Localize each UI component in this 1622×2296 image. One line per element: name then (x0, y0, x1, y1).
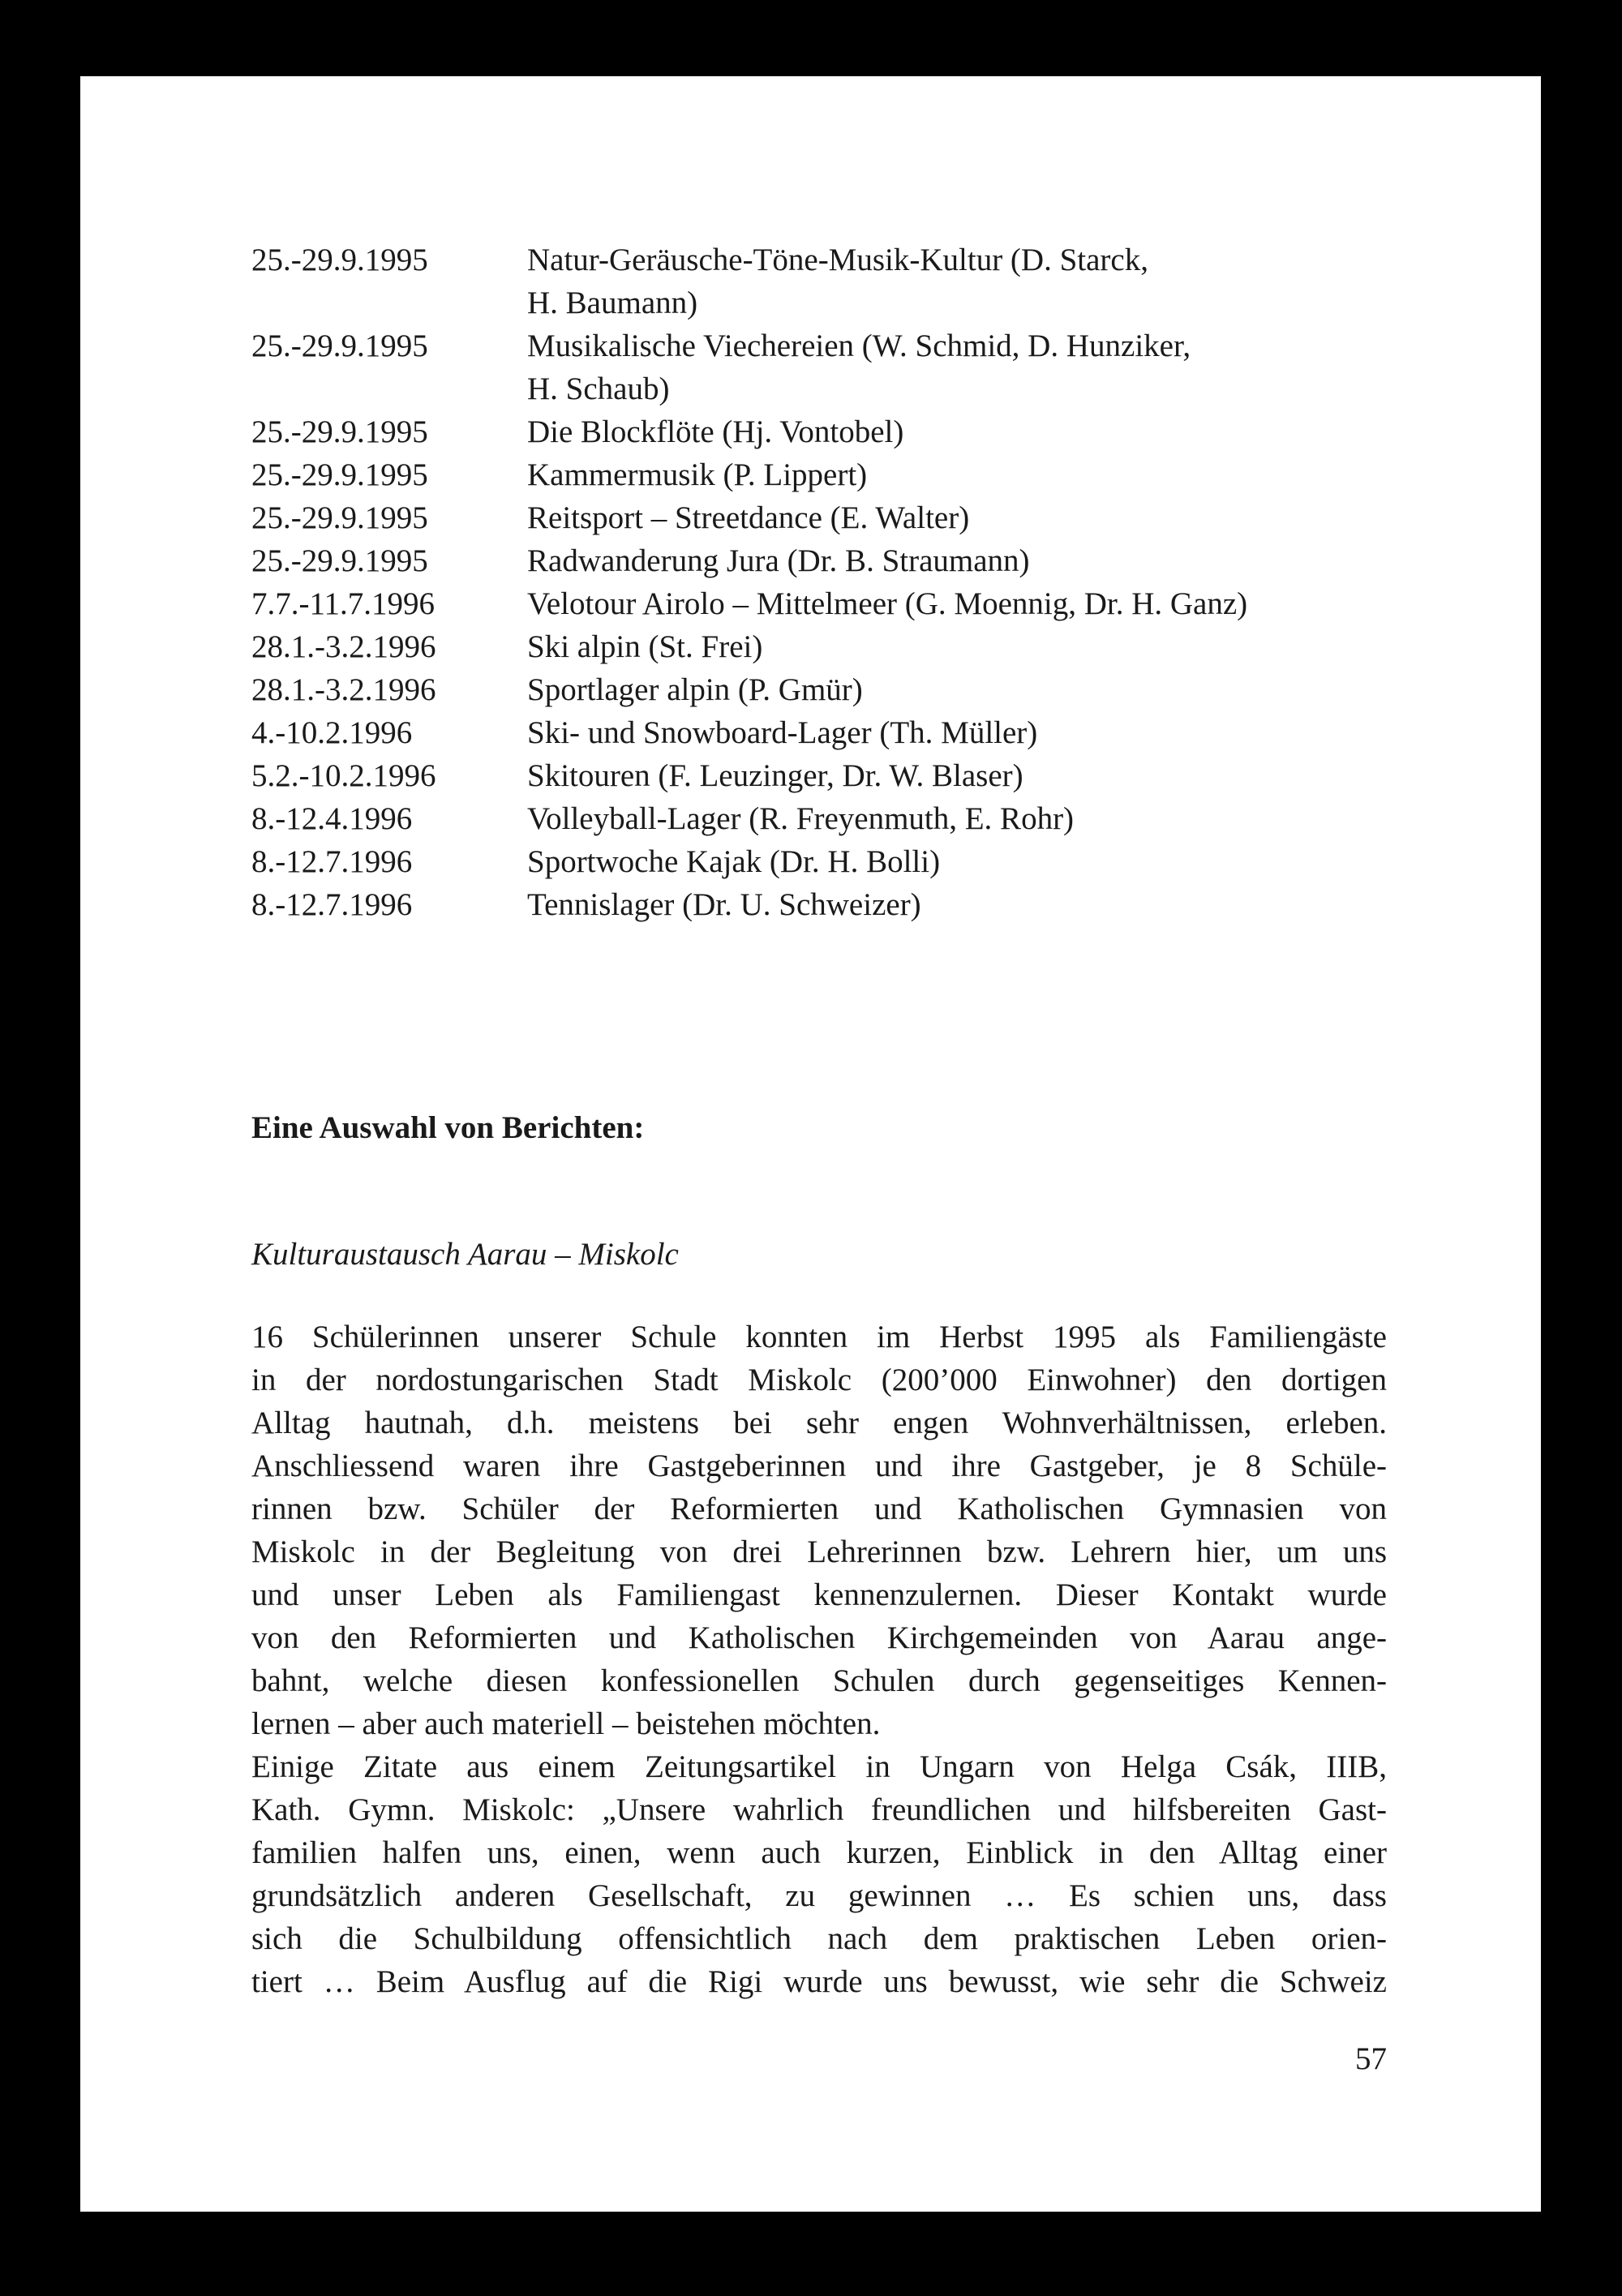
schedule-description: Natur-Geräusche-Töne-Musik-Kultur (D. Starck, (527, 242, 1148, 277)
paragraph-line: von den Reformierten und Katholischen Kirchgemeinden von Aarau ange- (251, 1620, 1387, 1655)
schedule-date: 8.-12.4.1996 (251, 801, 413, 836)
schedule-date: 25.-29.9.1995 (251, 242, 428, 277)
paragraph-line: bahnt, welche diesen konfessionellen Schulen durch gegenseitiges Kennen- (251, 1663, 1387, 1698)
schedule-description: Velotour Airolo – Mittelmeer (G. Moennig, Dr. H. Ganz) (527, 586, 1248, 621)
schedule-date: 25.-29.9.1995 (251, 328, 428, 363)
schedule-date (251, 281, 527, 324)
page-number: 57 (1355, 2041, 1387, 2076)
schedule-description: Volleyball-Lager (R. Freyenmuth, E. Rohr) (527, 801, 1075, 836)
schedule-date (251, 367, 527, 410)
paragraph-2 (251, 1745, 1387, 2003)
schedule-description: Tennislager (Dr. U. Schweizer) (527, 887, 921, 922)
paragraph-line: grundsätzlich anderen Gesellschaft, zu gewinnen … Es schien uns, dass (251, 1878, 1387, 1913)
schedule-row (251, 367, 1468, 410)
section-heading: Eine Auswahl von Berichten: (251, 1110, 645, 1145)
schedule-row (251, 754, 1468, 797)
schedule-description: Sportlager alpin (P. Gmür) (527, 672, 863, 707)
schedule-row (251, 324, 1468, 367)
schedule-row (251, 797, 1468, 840)
paragraph-line: und unser Leben als Familiengast kennenzulernen. Dieser Kontakt wurde (251, 1577, 1387, 1612)
paragraph-1 (251, 1315, 1387, 1745)
paragraph-line: rinnen bzw. Schüler der Reformierten und Katholischen Gymnasien von (251, 1491, 1387, 1526)
schedule-date: 25.-29.9.1995 (251, 414, 428, 449)
schedule-description: H. Baumann) (527, 285, 698, 320)
document-page (80, 76, 1541, 2212)
paragraph-line: Kath. Gymn. Miskolc: „Unsere wahrlich freundlichen und hilfsbereiten Gast- (251, 1792, 1387, 1827)
schedule-row (251, 496, 1468, 539)
schedule-row (251, 410, 1468, 453)
schedule-row (251, 539, 1468, 582)
schedule-row (251, 668, 1468, 711)
schedule-description: Die Blockflöte (Hj. Vontobel) (527, 414, 904, 449)
schedule-description: H. Schaub) (527, 371, 670, 406)
schedule-row (251, 625, 1468, 668)
paragraph-line: Anschliessend waren ihre Gastgeberinnen und ihre Gastgeber, je 8 Schüle- (251, 1448, 1387, 1483)
schedule-date: 25.-29.9.1995 (251, 500, 428, 535)
schedule-row (251, 840, 1468, 883)
schedule-date: 28.1.-3.2.1996 (251, 672, 436, 707)
schedule-date: 5.2.-10.2.1996 (251, 758, 436, 793)
schedule-date: 7.7.-11.7.1996 (251, 586, 436, 621)
schedule-row (251, 883, 1468, 926)
course-schedule-list (251, 238, 1468, 926)
schedule-description: Radwanderung Jura (Dr. B. Straumann) (527, 543, 1030, 578)
schedule-row (251, 453, 1468, 496)
paragraph-line: sich die Schulbildung offensichtlich nach dem praktischen Leben orien- (251, 1921, 1387, 1956)
report-title: Kulturaustausch Aarau – Miskolc (251, 1237, 679, 1272)
paragraph-line: Miskolc in der Begleitung von drei Lehrerinnen bzw. Lehrern hier, um uns (251, 1534, 1387, 1569)
schedule-description: Sportwoche Kajak (Dr. H. Bolli) (527, 844, 941, 879)
paragraph-line: Alltag hautnah, d.h. meistens bei sehr engen Wohnverhältnissen, erleben. (251, 1405, 1387, 1440)
schedule-date: 8.-12.7.1996 (251, 887, 413, 922)
schedule-date: 25.-29.9.1995 (251, 543, 428, 578)
schedule-row (251, 711, 1468, 754)
paragraph-line: in der nordostungarischen Stadt Miskolc (200’000 Einwohner) den dortigen (251, 1363, 1387, 1397)
schedule-description: Ski alpin (St. Frei) (527, 629, 763, 664)
paragraph-line: familien halfen uns, einen, wenn auch kurzen, Einblick in den Alltag einer (251, 1835, 1387, 1870)
schedule-date: 8.-12.7.1996 (251, 844, 413, 879)
paragraph-line: Einige Zitate aus einem Zeitungsartikel in Ungarn von Helga Csák, IIIB, (251, 1749, 1387, 1784)
paragraph-line: 16 Schülerinnen unserer Schule konnten im Herbst 1995 als Familiengäste (251, 1320, 1387, 1354)
schedule-row (251, 238, 1468, 281)
schedule-description: Ski- und Snowboard-Lager (Th. Müller) (527, 715, 1038, 750)
schedule-row (251, 582, 1468, 625)
schedule-description: Skitouren (F. Leuzinger, Dr. W. Blaser) (527, 758, 1023, 793)
schedule-date: 25.-29.9.1995 (251, 457, 428, 492)
schedule-description: Reitsport – Streetdance (E. Walter) (527, 500, 970, 535)
schedule-row (251, 281, 1468, 324)
paragraph-line: tiert … Beim Ausflug auf die Rigi wurde uns bewusst, wie sehr die Schweiz (251, 1964, 1387, 1999)
schedule-date: 28.1.-3.2.1996 (251, 629, 436, 664)
paragraph-line: lernen – aber auch materiell – beistehen möchten. (251, 1706, 881, 1741)
schedule-description: Kammermusik (P. Lippert) (527, 457, 868, 492)
schedule-description: Musikalische Viechereien (W. Schmid, D. Hunziker, (527, 328, 1191, 363)
schedule-date: 4.-10.2.1996 (251, 715, 413, 750)
